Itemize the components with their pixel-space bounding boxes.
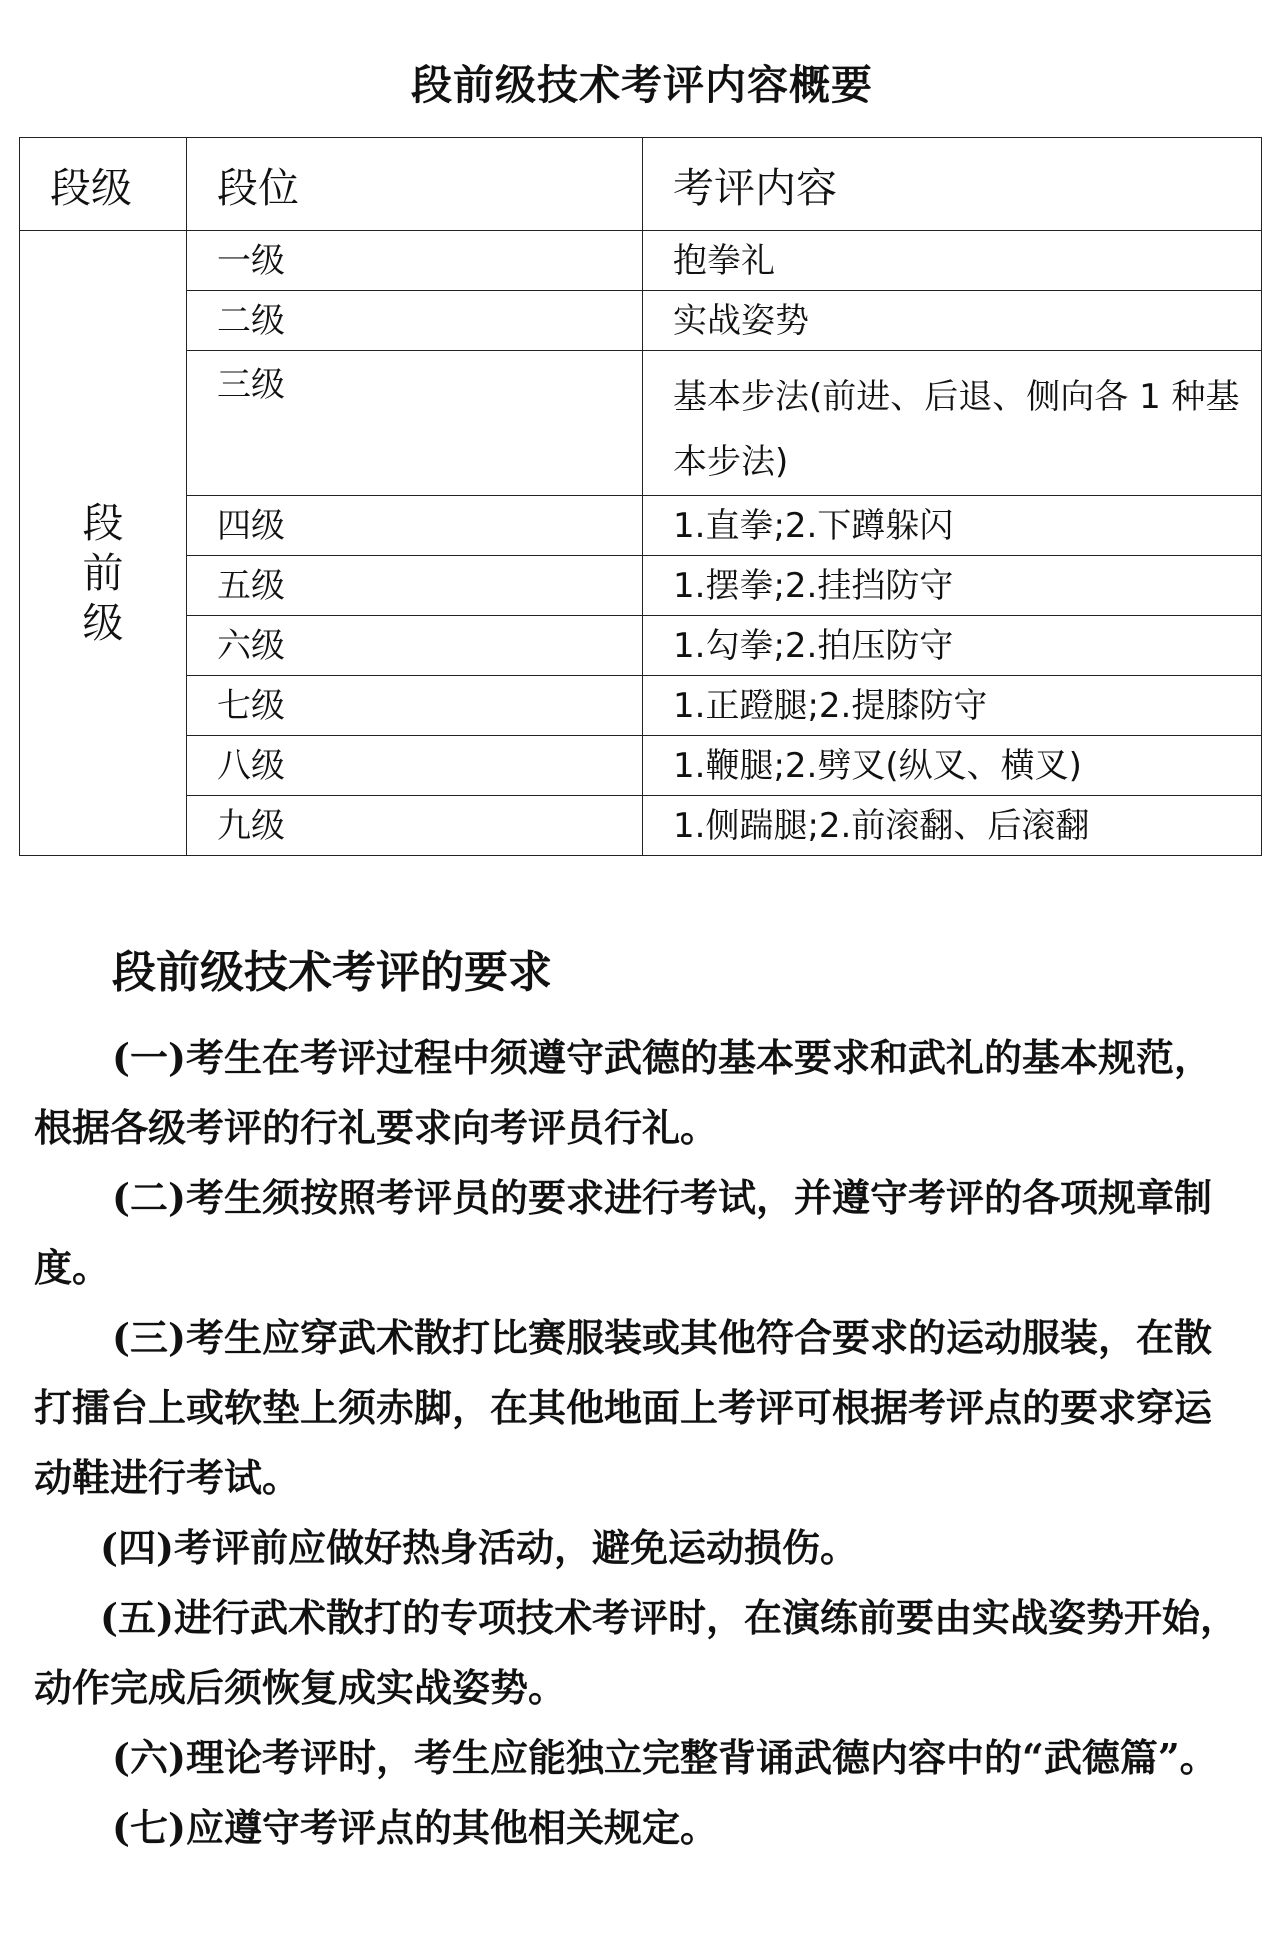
requirement-item: (一)考生在考评过程中须遵守武德的基本要求和武礼的基本规范，根据各级考评的行礼要求向考评员行礼。: [34, 1035, 1212, 1150]
table-header-row: [20, 138, 1262, 231]
level-cell: 七级: [187, 676, 643, 736]
content-cell: 1.摆拳;2.挂挡防守: [643, 556, 1262, 616]
table-row: [20, 351, 1262, 496]
level-cell: 八级: [187, 736, 643, 796]
content-cell: 基本步法(前进、后退、侧向各 1 种基本步法): [643, 351, 1262, 496]
requirement-item: (七)应遵守考评点的其他相关规定。: [112, 1805, 718, 1850]
requirement-item: (三)考生应穿武术散打比赛服装或其他符合要求的运动服装，在散打擂台上或软垫上须赤脚，在其他地面上考评可根据考评点的要求穿运动鞋进行考试。: [34, 1315, 1213, 1500]
level-cell: 九级: [187, 796, 643, 856]
table-row: [20, 676, 1262, 736]
page-title: 段前级技术考评内容概要: [411, 61, 873, 109]
requirements-heading: 段前级技术考评的要求: [112, 947, 552, 998]
grade-group-cell: [20, 231, 187, 856]
grade-content-table: [19, 137, 1262, 856]
header-grade-group: 段级: [20, 138, 187, 231]
content-cell: 1.正蹬腿;2.提膝防守: [643, 676, 1262, 736]
header-assessment-content: 考评内容: [643, 138, 1262, 231]
content-cell: 抱拳礼: [643, 231, 1262, 291]
content-cell: 1.侧踹腿;2.前滚翻、后滚翻: [643, 796, 1262, 856]
level-cell: 四级: [187, 496, 643, 556]
requirement-item: (五)进行武术散打的专项技术考评时，在演练前要由实战姿势开始，动作完成后须恢复成实战姿势。: [34, 1595, 1238, 1710]
table-row: [20, 556, 1262, 616]
content-cell: 1.勾拳;2.拍压防守: [643, 616, 1262, 676]
table-row: [20, 291, 1262, 351]
content-cell: 实战姿势: [643, 291, 1262, 351]
content-cell: 1.鞭腿;2.劈叉(纵叉、横叉): [643, 736, 1262, 796]
requirements-section: [34, 945, 1249, 1863]
level-cell: 五级: [187, 556, 643, 616]
level-cell: 二级: [187, 291, 643, 351]
level-cell: 三级: [187, 351, 643, 496]
requirement-item: (六)理论考评时，考生应能独立完整背诵武德内容中的“武德篇”。: [112, 1735, 1218, 1780]
requirement-item: (四)考评前应做好热身活动，避免运动损伤。: [100, 1525, 858, 1570]
content-cell: 1.直拳;2.下蹲躲闪: [643, 496, 1262, 556]
table-row: [20, 496, 1262, 556]
table-row: [20, 231, 1262, 291]
level-cell: 六级: [187, 616, 643, 676]
requirement-item: (二)考生须按照考评员的要求进行考试，并遵守考评的各项规章制度。: [34, 1175, 1212, 1290]
table-row: [20, 616, 1262, 676]
table-row: [20, 736, 1262, 796]
table-row: [20, 796, 1262, 856]
level-cell: 一级: [187, 231, 643, 291]
header-grade-level: 段位: [187, 138, 643, 231]
grade-group-label: 段前级: [82, 499, 124, 647]
